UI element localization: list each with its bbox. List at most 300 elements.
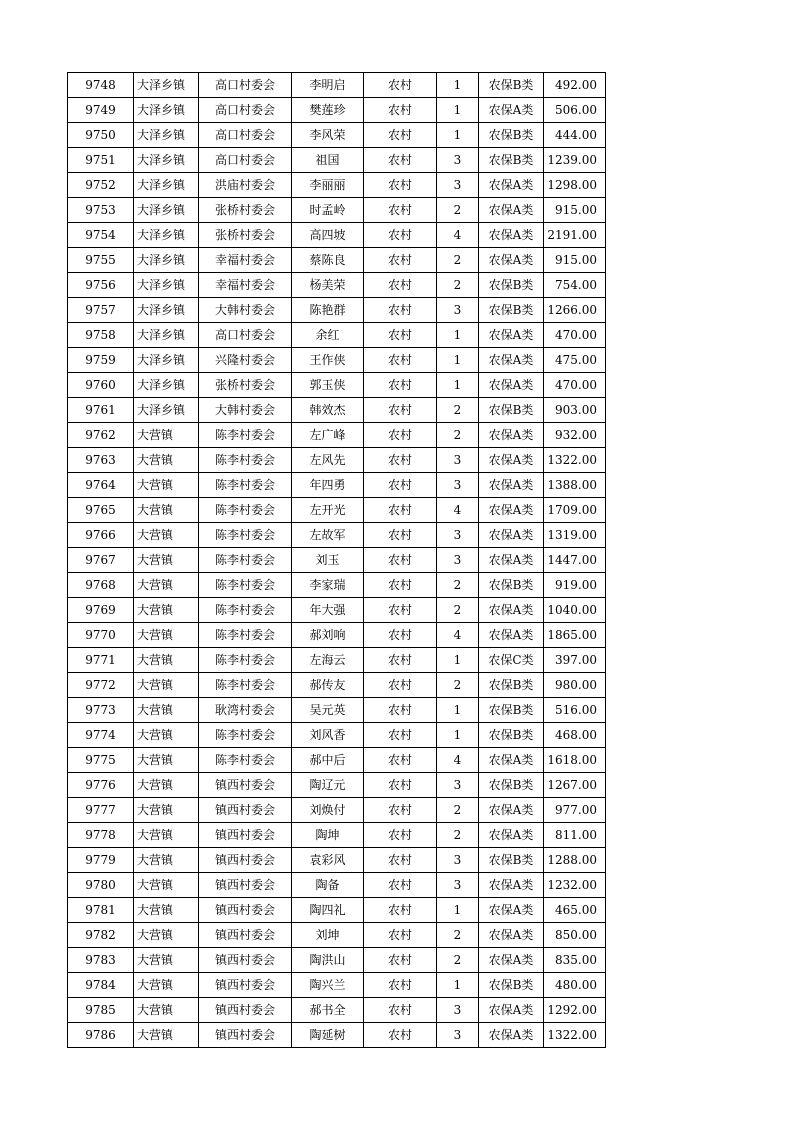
village-committee-cell: 陈李村委会 <box>199 523 292 548</box>
amount-cell: 1267.00 <box>544 773 606 798</box>
household-type-cell: 农村 <box>364 448 437 473</box>
person-name-cell: 陶延树 <box>292 1023 364 1048</box>
member-count-cell: 1 <box>437 698 479 723</box>
record-number: 9781 <box>68 898 134 923</box>
household-type-cell: 农村 <box>364 773 437 798</box>
village-committee-cell: 大韩村委会 <box>199 398 292 423</box>
record-number: 9768 <box>68 573 134 598</box>
amount-cell: 1288.00 <box>544 848 606 873</box>
beneficiary-table <box>67 72 606 1048</box>
record-number: 9785 <box>68 998 134 1023</box>
village-committee-cell: 高口村委会 <box>199 123 292 148</box>
amount-cell: 516.00 <box>544 698 606 723</box>
amount-cell: 754.00 <box>544 273 606 298</box>
member-count-cell: 2 <box>437 823 479 848</box>
person-name-cell: 祖国 <box>292 148 364 173</box>
amount-cell: 1298.00 <box>544 173 606 198</box>
household-type-cell: 农村 <box>364 798 437 823</box>
insurance-category-cell: 农保A类 <box>479 948 544 973</box>
amount-cell: 1709.00 <box>544 498 606 523</box>
member-count-cell: 1 <box>437 648 479 673</box>
town-cell: 大泽乡镇 <box>134 123 199 148</box>
amount-cell: 1319.00 <box>544 523 606 548</box>
amount-cell: 1232.00 <box>544 873 606 898</box>
household-type-cell: 农村 <box>364 748 437 773</box>
insurance-category-cell: 农保A类 <box>479 198 544 223</box>
person-name-cell: 左开光 <box>292 498 364 523</box>
village-committee-cell: 陈李村委会 <box>199 673 292 698</box>
table-row <box>68 198 606 223</box>
person-name-cell: 郭玉侠 <box>292 373 364 398</box>
table-row <box>68 223 606 248</box>
table-row <box>68 948 606 973</box>
household-type-cell: 农村 <box>364 848 437 873</box>
town-cell: 大营镇 <box>134 648 199 673</box>
town-cell: 大营镇 <box>134 973 199 998</box>
insurance-category-cell: 农保B类 <box>479 773 544 798</box>
town-cell: 大营镇 <box>134 698 199 723</box>
member-count-cell: 4 <box>437 498 479 523</box>
town-cell: 大营镇 <box>134 898 199 923</box>
table-row <box>68 973 606 998</box>
record-number: 9766 <box>68 523 134 548</box>
household-type-cell: 农村 <box>364 473 437 498</box>
member-count-cell: 3 <box>437 173 479 198</box>
village-committee-cell: 陈李村委会 <box>199 723 292 748</box>
insurance-category-cell: 农保B类 <box>479 723 544 748</box>
table-row <box>68 98 606 123</box>
town-cell: 大泽乡镇 <box>134 98 199 123</box>
village-committee-cell: 陈李村委会 <box>199 748 292 773</box>
town-cell: 大营镇 <box>134 773 199 798</box>
village-committee-cell: 高口村委会 <box>199 323 292 348</box>
household-type-cell: 农村 <box>364 398 437 423</box>
table-row <box>68 423 606 448</box>
person-name-cell: 李丽丽 <box>292 173 364 198</box>
person-name-cell: 李家瑞 <box>292 573 364 598</box>
town-cell: 大营镇 <box>134 998 199 1023</box>
member-count-cell: 4 <box>437 748 479 773</box>
table-row <box>68 723 606 748</box>
amount-cell: 850.00 <box>544 923 606 948</box>
household-type-cell: 农村 <box>364 73 437 98</box>
record-number: 9770 <box>68 623 134 648</box>
person-name-cell: 陶坤 <box>292 823 364 848</box>
insurance-category-cell: 农保A类 <box>479 498 544 523</box>
household-type-cell: 农村 <box>364 1023 437 1048</box>
member-count-cell: 2 <box>437 423 479 448</box>
record-number: 9778 <box>68 823 134 848</box>
table-row <box>68 673 606 698</box>
amount-cell: 468.00 <box>544 723 606 748</box>
person-name-cell: 郝传友 <box>292 673 364 698</box>
town-cell: 大泽乡镇 <box>134 273 199 298</box>
insurance-category-cell: 农保A类 <box>479 473 544 498</box>
town-cell: 大泽乡镇 <box>134 198 199 223</box>
insurance-category-cell: 农保A类 <box>479 923 544 948</box>
person-name-cell: 刘焕付 <box>292 798 364 823</box>
table-row <box>68 248 606 273</box>
town-cell: 大泽乡镇 <box>134 348 199 373</box>
village-committee-cell: 镇西村委会 <box>199 873 292 898</box>
table-row <box>68 373 606 398</box>
record-number: 9755 <box>68 248 134 273</box>
table-row <box>68 848 606 873</box>
town-cell: 大营镇 <box>134 948 199 973</box>
member-count-cell: 2 <box>437 273 479 298</box>
record-number: 9772 <box>68 673 134 698</box>
household-type-cell: 农村 <box>364 273 437 298</box>
record-number: 9756 <box>68 273 134 298</box>
insurance-category-cell: 农保B类 <box>479 673 544 698</box>
town-cell: 大营镇 <box>134 798 199 823</box>
member-count-cell: 3 <box>437 998 479 1023</box>
table-row <box>68 148 606 173</box>
household-type-cell: 农村 <box>364 98 437 123</box>
table-row <box>68 748 606 773</box>
record-number: 9783 <box>68 948 134 973</box>
table-row <box>68 823 606 848</box>
village-committee-cell: 张桥村委会 <box>199 198 292 223</box>
village-committee-cell: 幸福村委会 <box>199 248 292 273</box>
insurance-category-cell: 农保A类 <box>479 373 544 398</box>
member-count-cell: 1 <box>437 323 479 348</box>
insurance-category-cell: 农保A类 <box>479 348 544 373</box>
household-type-cell: 农村 <box>364 548 437 573</box>
table-row <box>68 348 606 373</box>
person-name-cell: 年四勇 <box>292 473 364 498</box>
insurance-category-cell: 农保B类 <box>479 73 544 98</box>
table-row <box>68 573 606 598</box>
village-committee-cell: 陈李村委会 <box>199 448 292 473</box>
insurance-category-cell: 农保A类 <box>479 173 544 198</box>
household-type-cell: 农村 <box>364 923 437 948</box>
person-name-cell: 郝刘响 <box>292 623 364 648</box>
insurance-category-cell: 农保A类 <box>479 748 544 773</box>
amount-cell: 903.00 <box>544 398 606 423</box>
village-committee-cell: 陈李村委会 <box>199 648 292 673</box>
household-type-cell: 农村 <box>364 823 437 848</box>
person-name-cell: 陶洪山 <box>292 948 364 973</box>
member-count-cell: 2 <box>437 198 479 223</box>
table-row <box>68 523 606 548</box>
record-number: 9773 <box>68 698 134 723</box>
insurance-category-cell: 农保B类 <box>479 298 544 323</box>
person-name-cell: 年大强 <box>292 598 364 623</box>
insurance-category-cell: 农保A类 <box>479 448 544 473</box>
person-name-cell: 陶辽元 <box>292 773 364 798</box>
insurance-category-cell: 农保A类 <box>479 548 544 573</box>
insurance-category-cell: 农保B类 <box>479 398 544 423</box>
table-row <box>68 773 606 798</box>
member-count-cell: 2 <box>437 398 479 423</box>
household-type-cell: 农村 <box>364 573 437 598</box>
insurance-category-cell: 农保A类 <box>479 823 544 848</box>
person-name-cell: 吴元英 <box>292 698 364 723</box>
village-committee-cell: 镇西村委会 <box>199 923 292 948</box>
town-cell: 大营镇 <box>134 423 199 448</box>
insurance-category-cell: 农保A类 <box>479 323 544 348</box>
town-cell: 大泽乡镇 <box>134 248 199 273</box>
household-type-cell: 农村 <box>364 148 437 173</box>
record-number: 9752 <box>68 173 134 198</box>
member-count-cell: 3 <box>437 148 479 173</box>
household-type-cell: 农村 <box>364 873 437 898</box>
table-row <box>68 298 606 323</box>
town-cell: 大营镇 <box>134 848 199 873</box>
insurance-category-cell: 农保B类 <box>479 123 544 148</box>
person-name-cell: 时孟岭 <box>292 198 364 223</box>
village-committee-cell: 兴隆村委会 <box>199 348 292 373</box>
person-name-cell: 刘风香 <box>292 723 364 748</box>
town-cell: 大营镇 <box>134 448 199 473</box>
table-row <box>68 448 606 473</box>
member-count-cell: 3 <box>437 523 479 548</box>
amount-cell: 465.00 <box>544 898 606 923</box>
amount-cell: 1865.00 <box>544 623 606 648</box>
household-type-cell: 农村 <box>364 423 437 448</box>
member-count-cell: 1 <box>437 98 479 123</box>
household-type-cell: 农村 <box>364 523 437 548</box>
village-committee-cell: 镇西村委会 <box>199 898 292 923</box>
town-cell: 大营镇 <box>134 673 199 698</box>
member-count-cell: 2 <box>437 673 479 698</box>
town-cell: 大泽乡镇 <box>134 73 199 98</box>
record-number: 9782 <box>68 923 134 948</box>
amount-cell: 915.00 <box>544 198 606 223</box>
village-committee-cell: 高口村委会 <box>199 73 292 98</box>
table-row <box>68 123 606 148</box>
table-row <box>68 698 606 723</box>
member-count-cell: 1 <box>437 898 479 923</box>
person-name-cell: 陈艳群 <box>292 298 364 323</box>
household-type-cell: 农村 <box>364 323 437 348</box>
village-committee-cell: 镇西村委会 <box>199 773 292 798</box>
town-cell: 大泽乡镇 <box>134 323 199 348</box>
person-name-cell: 刘坤 <box>292 923 364 948</box>
person-name-cell: 左风先 <box>292 448 364 473</box>
record-number: 9771 <box>68 648 134 673</box>
member-count-cell: 3 <box>437 448 479 473</box>
town-cell: 大泽乡镇 <box>134 148 199 173</box>
person-name-cell: 刘玉 <box>292 548 364 573</box>
record-number: 9750 <box>68 123 134 148</box>
record-number: 9764 <box>68 473 134 498</box>
table-row <box>68 273 606 298</box>
village-committee-cell: 陈李村委会 <box>199 498 292 523</box>
amount-cell: 1388.00 <box>544 473 606 498</box>
document-page <box>67 72 606 1048</box>
village-committee-cell: 陈李村委会 <box>199 423 292 448</box>
person-name-cell: 陶四礼 <box>292 898 364 923</box>
town-cell: 大营镇 <box>134 823 199 848</box>
table-row <box>68 173 606 198</box>
village-committee-cell: 陈李村委会 <box>199 548 292 573</box>
record-number: 9753 <box>68 198 134 223</box>
member-count-cell: 4 <box>437 623 479 648</box>
insurance-category-cell: 农保B类 <box>479 848 544 873</box>
table-row <box>68 648 606 673</box>
insurance-category-cell: 农保A类 <box>479 248 544 273</box>
record-number: 9760 <box>68 373 134 398</box>
town-cell: 大营镇 <box>134 498 199 523</box>
insurance-category-cell: 农保A类 <box>479 873 544 898</box>
insurance-category-cell: 农保B类 <box>479 148 544 173</box>
table-row <box>68 1023 606 1048</box>
record-number: 9763 <box>68 448 134 473</box>
person-name-cell: 左故军 <box>292 523 364 548</box>
town-cell: 大营镇 <box>134 623 199 648</box>
village-committee-cell: 镇西村委会 <box>199 798 292 823</box>
town-cell: 大营镇 <box>134 573 199 598</box>
person-name-cell: 郝中后 <box>292 748 364 773</box>
record-number: 9780 <box>68 873 134 898</box>
village-committee-cell: 大韩村委会 <box>199 298 292 323</box>
person-name-cell: 陶兴兰 <box>292 973 364 998</box>
household-type-cell: 农村 <box>364 123 437 148</box>
village-committee-cell: 张桥村委会 <box>199 223 292 248</box>
person-name-cell: 郝书全 <box>292 998 364 1023</box>
person-name-cell: 陶备 <box>292 873 364 898</box>
amount-cell: 977.00 <box>544 798 606 823</box>
member-count-cell: 3 <box>437 773 479 798</box>
town-cell: 大营镇 <box>134 598 199 623</box>
household-type-cell: 农村 <box>364 623 437 648</box>
table-row <box>68 73 606 98</box>
amount-cell: 835.00 <box>544 948 606 973</box>
member-count-cell: 3 <box>437 1023 479 1048</box>
table-row <box>68 923 606 948</box>
table-row <box>68 323 606 348</box>
record-number: 9761 <box>68 398 134 423</box>
household-type-cell: 农村 <box>364 373 437 398</box>
amount-cell: 1239.00 <box>544 148 606 173</box>
town-cell: 大营镇 <box>134 923 199 948</box>
household-type-cell: 农村 <box>364 348 437 373</box>
household-type-cell: 农村 <box>364 498 437 523</box>
record-number: 9784 <box>68 973 134 998</box>
amount-cell: 475.00 <box>544 348 606 373</box>
member-count-cell: 1 <box>437 348 479 373</box>
table-row <box>68 898 606 923</box>
amount-cell: 1618.00 <box>544 748 606 773</box>
amount-cell: 492.00 <box>544 73 606 98</box>
person-name-cell: 蔡陈良 <box>292 248 364 273</box>
household-type-cell: 农村 <box>364 598 437 623</box>
record-number: 9748 <box>68 73 134 98</box>
member-count-cell: 3 <box>437 848 479 873</box>
member-count-cell: 2 <box>437 248 479 273</box>
town-cell: 大营镇 <box>134 548 199 573</box>
village-committee-cell: 镇西村委会 <box>199 948 292 973</box>
member-count-cell: 1 <box>437 73 479 98</box>
village-committee-cell: 陈李村委会 <box>199 598 292 623</box>
member-count-cell: 2 <box>437 923 479 948</box>
household-type-cell: 农村 <box>364 223 437 248</box>
amount-cell: 397.00 <box>544 648 606 673</box>
table-row <box>68 873 606 898</box>
amount-cell: 506.00 <box>544 98 606 123</box>
amount-cell: 1266.00 <box>544 298 606 323</box>
member-count-cell: 3 <box>437 873 479 898</box>
record-number: 9757 <box>68 298 134 323</box>
record-number: 9767 <box>68 548 134 573</box>
amount-cell: 1292.00 <box>544 998 606 1023</box>
town-cell: 大泽乡镇 <box>134 173 199 198</box>
insurance-category-cell: 农保B类 <box>479 973 544 998</box>
amount-cell: 811.00 <box>544 823 606 848</box>
insurance-category-cell: 农保B类 <box>479 273 544 298</box>
insurance-category-cell: 农保A类 <box>479 598 544 623</box>
table-row <box>68 998 606 1023</box>
town-cell: 大营镇 <box>134 873 199 898</box>
insurance-category-cell: 农保B类 <box>479 573 544 598</box>
village-committee-cell: 幸福村委会 <box>199 273 292 298</box>
household-type-cell: 农村 <box>364 698 437 723</box>
table-row <box>68 398 606 423</box>
village-committee-cell: 耿湾村委会 <box>199 698 292 723</box>
record-number: 9749 <box>68 98 134 123</box>
amount-cell: 1040.00 <box>544 598 606 623</box>
insurance-category-cell: 农保B类 <box>479 698 544 723</box>
record-number: 9762 <box>68 423 134 448</box>
person-name-cell: 左海云 <box>292 648 364 673</box>
village-committee-cell: 陈李村委会 <box>199 623 292 648</box>
village-committee-cell: 高口村委会 <box>199 98 292 123</box>
household-type-cell: 农村 <box>364 298 437 323</box>
table-row <box>68 623 606 648</box>
record-number: 9777 <box>68 798 134 823</box>
table-row <box>68 498 606 523</box>
amount-cell: 444.00 <box>544 123 606 148</box>
town-cell: 大营镇 <box>134 723 199 748</box>
household-type-cell: 农村 <box>364 973 437 998</box>
member-count-cell: 2 <box>437 598 479 623</box>
amount-cell: 2191.00 <box>544 223 606 248</box>
village-committee-cell: 陈李村委会 <box>199 573 292 598</box>
member-count-cell: 4 <box>437 223 479 248</box>
member-count-cell: 1 <box>437 723 479 748</box>
household-type-cell: 农村 <box>364 898 437 923</box>
insurance-category-cell: 农保A类 <box>479 423 544 448</box>
record-number: 9758 <box>68 323 134 348</box>
household-type-cell: 农村 <box>364 248 437 273</box>
town-cell: 大营镇 <box>134 473 199 498</box>
amount-cell: 470.00 <box>544 323 606 348</box>
member-count-cell: 1 <box>437 123 479 148</box>
table-row <box>68 598 606 623</box>
village-committee-cell: 镇西村委会 <box>199 1023 292 1048</box>
record-number: 9765 <box>68 498 134 523</box>
person-name-cell: 王作侠 <box>292 348 364 373</box>
record-number: 9754 <box>68 223 134 248</box>
amount-cell: 919.00 <box>544 573 606 598</box>
village-committee-cell: 镇西村委会 <box>199 998 292 1023</box>
village-committee-cell: 张桥村委会 <box>199 373 292 398</box>
insurance-category-cell: 农保A类 <box>479 798 544 823</box>
amount-cell: 1322.00 <box>544 1023 606 1048</box>
household-type-cell: 农村 <box>364 198 437 223</box>
village-committee-cell: 镇西村委会 <box>199 848 292 873</box>
amount-cell: 980.00 <box>544 673 606 698</box>
person-name-cell: 余红 <box>292 323 364 348</box>
record-number: 9776 <box>68 773 134 798</box>
household-type-cell: 农村 <box>364 648 437 673</box>
member-count-cell: 2 <box>437 573 479 598</box>
town-cell: 大泽乡镇 <box>134 373 199 398</box>
member-count-cell: 3 <box>437 298 479 323</box>
amount-cell: 1447.00 <box>544 548 606 573</box>
